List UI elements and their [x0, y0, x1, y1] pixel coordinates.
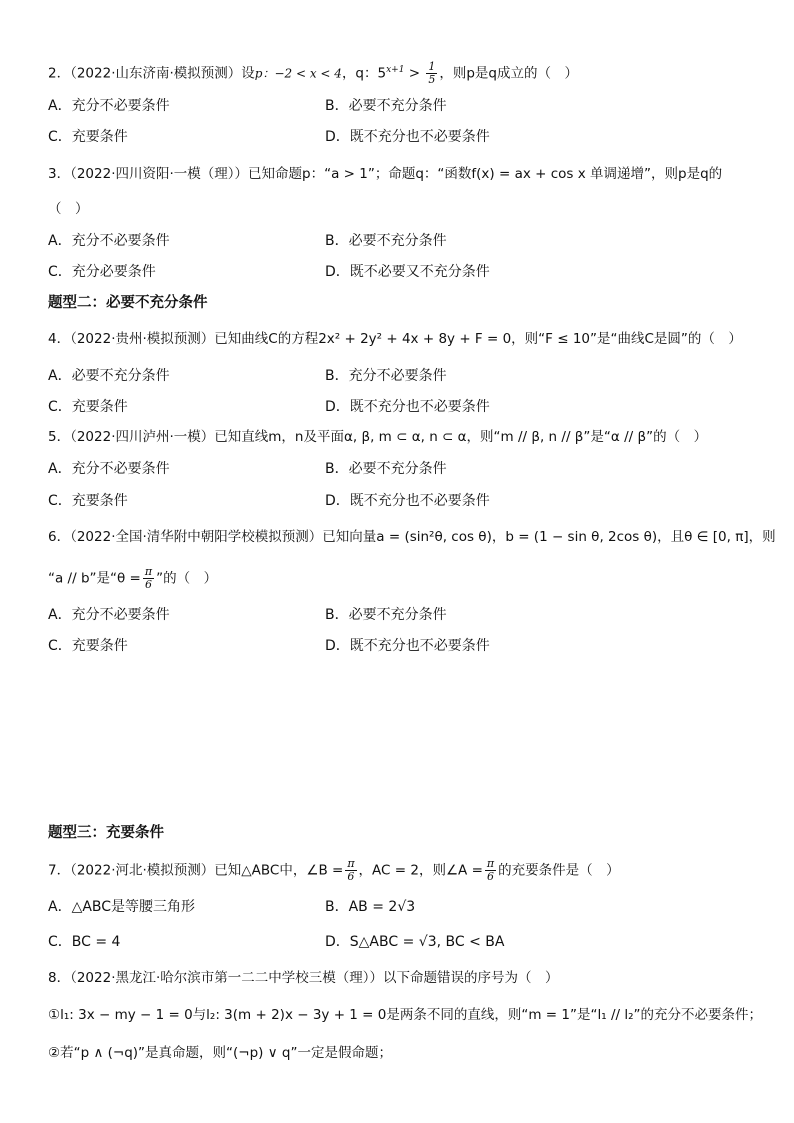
- q6-fraction: [143, 566, 154, 591]
- q7-frac1-num: π: [347, 857, 355, 870]
- q6-stem-suffix: ”的（ ）: [156, 570, 218, 587]
- q7-stem-prefix: 7．（2022·河北·模拟预测）已知△ABC中，∠B =: [48, 862, 344, 879]
- q2-frac-den: 5: [428, 73, 436, 86]
- q3-option-a[interactable]: A．充分不必要条件: [48, 233, 170, 249]
- q6-stem-prefix: “a // b”是“θ =: [48, 570, 141, 587]
- section-heading-3: 题型三：充要条件: [48, 825, 164, 841]
- q7-option-b[interactable]: B．AB = 2√3: [325, 899, 416, 915]
- question-6-stem-line2: [48, 566, 754, 591]
- question-4-stem: 4．（2022·贵州·模拟预测）已知曲线C的方程2x² + 2y² + 4x + 8y + F = 0，则“F ≤ 10”是“曲线C是圆”的（ ）: [48, 331, 742, 347]
- q5-option-c[interactable]: C．充要条件: [48, 493, 128, 509]
- q2-stem-suffix: ，则p是q成立的（ ）: [439, 65, 578, 82]
- question-2-stem: [48, 60, 754, 86]
- q7-option-a[interactable]: A．△ABC是等腰三角形: [48, 899, 196, 915]
- q7-frac2-num: π: [486, 857, 495, 870]
- section-heading-2: 题型二：必要不充分条件: [48, 295, 208, 311]
- q7-frac1-den: 6: [347, 870, 355, 883]
- q2-condition-p: p：−2 < x < 4: [254, 66, 342, 81]
- q6-option-b[interactable]: B．必要不充分条件: [325, 607, 447, 623]
- q2-option-d[interactable]: D．既不充分也不必要条件: [325, 129, 490, 145]
- q5-option-b[interactable]: B．必要不充分条件: [325, 461, 447, 477]
- q7-option-c[interactable]: C．BC = 4: [48, 934, 121, 950]
- q7-fraction-1: [345, 858, 356, 883]
- question-3-stem-line2: （ ）: [48, 201, 89, 217]
- q2-option-a[interactable]: A．充分不必要条件: [48, 98, 170, 114]
- q3-option-b[interactable]: B．必要不充分条件: [325, 233, 447, 249]
- q6-option-c[interactable]: C．充要条件: [48, 638, 128, 654]
- q2-condition-q: ，q：5: [341, 65, 387, 82]
- q2-exponent: x+1: [386, 65, 405, 75]
- q2-stem-prefix: 2．（2022·山东济南·模拟预测）设: [48, 65, 255, 82]
- question-6-stem-line1: 6．（2022·全国·清华附中朝阳学校模拟预测）已知向量a = (sin²θ, cos θ)，b = (1 − sin θ, 2cos θ)，且θ ∈ [0, π]，则: [48, 529, 776, 545]
- q4-option-d[interactable]: D．既不充分也不必要条件: [325, 399, 490, 415]
- q5-option-d[interactable]: D．既不充分也不必要条件: [325, 493, 490, 509]
- q4-option-c[interactable]: C．充要条件: [48, 399, 128, 415]
- q4-option-b[interactable]: B．充分不必要条件: [325, 368, 447, 384]
- q6-option-a[interactable]: A．充分不必要条件: [48, 607, 170, 623]
- q8-item-1: ①l₁: 3x − my − 1 = 0与l₂: 3(m + 2)x − 3y + 1 = 0是两条不同的直线，则“m = 1”是“l₁ // l₂”的充分不必要条件；: [48, 1007, 762, 1023]
- q7-stem-suffix: 的充要条件是（ ）: [498, 862, 620, 879]
- q7-frac2-den: 6: [487, 870, 495, 883]
- question-8-stem: 8．（2022·黑龙江·哈尔滨市第一二二中学校三模（理））以下命题错误的序号为（ ）: [48, 970, 559, 986]
- q6-frac-den: 6: [144, 578, 152, 591]
- q7-fraction-2: [485, 858, 496, 883]
- q8-item-2: ②若“p ∧ (¬q)”是真命题，则“(¬p) ∨ q”一定是假命题；: [48, 1045, 392, 1061]
- q4-option-a[interactable]: A．必要不充分条件: [48, 368, 170, 384]
- q2-fraction: [426, 61, 437, 86]
- q5-option-a[interactable]: A．充分不必要条件: [48, 461, 170, 477]
- q3-option-d[interactable]: D．既不必要又不充分条件: [325, 264, 490, 280]
- q6-option-d[interactable]: D．既不充分也不必要条件: [325, 638, 490, 654]
- q7-option-d[interactable]: D．S△ABC = √3, BC < BA: [325, 934, 505, 950]
- q3-option-c[interactable]: C．充分必要条件: [48, 264, 156, 280]
- q2-option-b[interactable]: B．必要不充分条件: [325, 98, 447, 114]
- q2-option-c[interactable]: C．充要条件: [48, 129, 128, 145]
- q2-frac-num: 1: [428, 60, 436, 73]
- q7-stem-middle: ，AC = 2，则∠A =: [358, 862, 483, 879]
- q2-gt-sign: >: [404, 65, 425, 82]
- question-7-stem: [48, 858, 754, 883]
- question-5-stem: 5．（2022·四川泸州·一模）已知直线m，n及平面α, β, m ⊂ α, n ⊂ α，则“m // β, n // β”是“α // β”的（ ）: [48, 429, 708, 445]
- q6-frac-num: π: [144, 565, 153, 578]
- question-3-stem-line1: 3．（2022·四川资阳·一模（理））已知命题p：“a > 1”；命题q：“函数f(x) = ax + cos x 单调递增”，则p是q的: [48, 166, 723, 182]
